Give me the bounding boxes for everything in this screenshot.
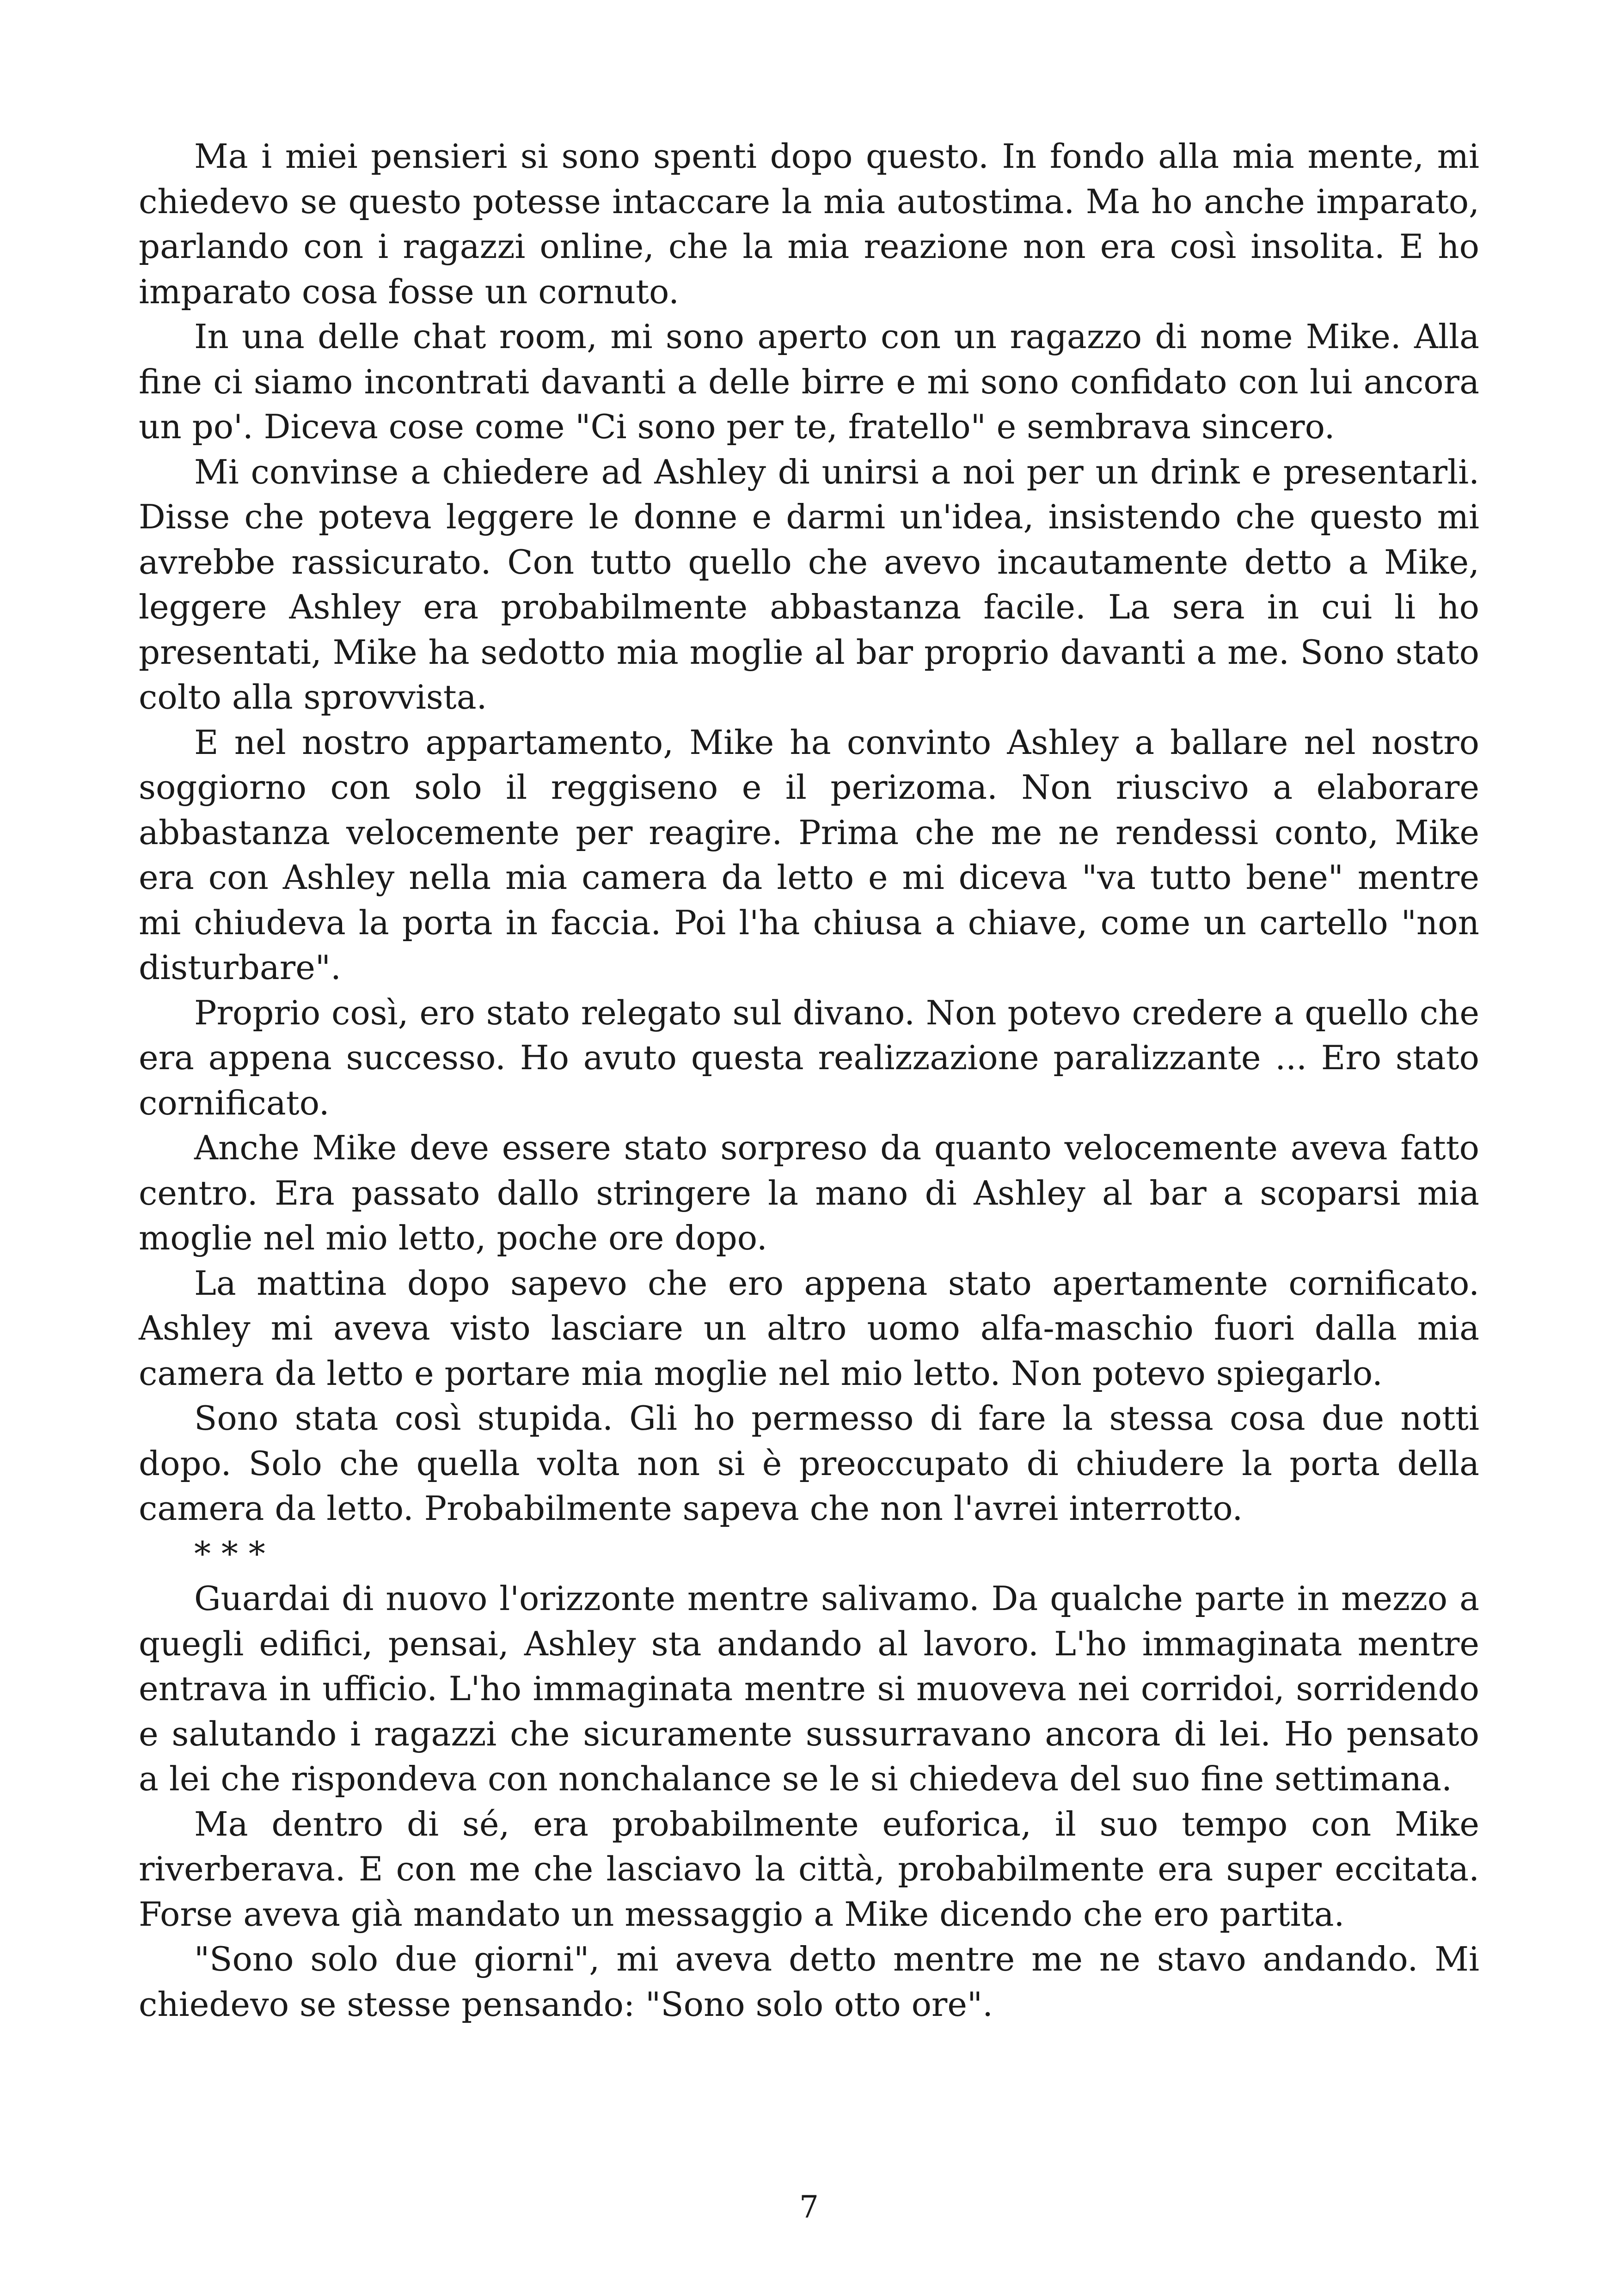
page-number: 7	[799, 2189, 819, 2225]
paragraph: Mi convinse a chiedere ad Ashley di unirsi a noi per un drink e presentarli. Disse che poteva leggere le donne e darmi un'idea, insistendo che questo mi avrebbe rassicurato. Con tutto quello che avevo incautamente detto a Mike, leggere Ashley era probabilmente abbastanza facile. La sera in cui li ho presentati, Mike ha sedotto mia moglie al bar proprio davanti a me. Sono stato colto alla sprovvista.	[139, 452, 1479, 716]
paragraph: Anche Mike deve essere stato sorpreso da quanto velocemente aveva fatto centro. Era passato dallo stringere la mano di Ashley al bar a scoparsi mia moglie nel mio letto, poche ore dopo.	[139, 1128, 1479, 1257]
paragraph: Ma dentro di sé, era probabilmente euforica, il suo tempo con Mike riverberava. E con me che lasciavo la città, probabilmente era super eccitata. Forse aveva già mandato un messaggio a Mike dicendo che ero partita.	[139, 1804, 1479, 1934]
paragraph: Proprio così, ero stato relegato sul divano. Non potevo credere a quello che era appena successo. Ho avuto questa realizzazione paralizzante ... Ero stato cornificato.	[139, 993, 1479, 1122]
paragraph: In una delle chat room, mi sono aperto con un ragazzo di nome Mike. Alla fine ci siamo incontrati davanti a delle birre e mi sono confidato con lui ancora un po'. Diceva cose come "Ci sono per te, fratello" e sembrava sincero.	[139, 317, 1479, 446]
section-break: * * *	[194, 1534, 265, 1573]
paragraph: "Sono solo due giorni", mi aveva detto mentre me ne stavo andando. Mi chiedevo se stesse pensando: "Sono solo otto ore".	[139, 1940, 1479, 2024]
paragraph: La mattina dopo sapevo che ero appena stato apertamente cornificato. Ashley mi aveva visto lasciare un altro uomo alfa-maschio fuori dalla mia camera da letto e portare mia moglie nel mio letto. Non potevo spiegarlo.	[139, 1263, 1479, 1393]
paragraph: Guardai di nuovo l'orizzonte mentre salivamo. Da qualche parte in mezzo a quegli edifici, pensai, Ashley sta andando al lavoro. L'ho immaginata mentre entrava in ufficio. L'ho immaginata mentre si muoveva nei corridoi, sorridendo e salutando i ragazzi che sicuramente sussurravano ancora di lei. Ho pensato a lei che rispondeva con nonchalance se le si chiedeva del suo fine settimana.	[139, 1579, 1479, 1798]
paragraph: Ma i miei pensieri si sono spenti dopo questo. In fondo alla mia mente, mi chiedevo se questo potesse intaccare la mia autostima. Ma ho anche imparato, parlando con i ragazzi online, che la mia reazione non era così insolita. E ho imparato cosa fosse un cornuto.	[139, 137, 1479, 311]
paragraph: E nel nostro appartamento, Mike ha convinto Ashley a ballare nel nostro soggiorno con solo il reggiseno e il perizoma. Non riuscivo a elaborare abbastanza velocemente per reagire. Prima che me ne rendessi conto, Mike era con Ashley nella mia camera da letto e mi diceva "va tutto bene" mentre mi chiudeva la porta in faccia. Poi l'ha chiusa a chiave, come un cartello "non disturbare".	[139, 722, 1479, 987]
body-text	[139, 134, 1479, 2027]
paragraph: Sono stata così stupida. Gli ho permesso di fare la stessa cosa due notti dopo. Solo che quella volta non si è preoccupato di chiudere la porta della camera da letto. Probabilmente sapeva che non l'avrei interrotto.	[139, 1399, 1479, 1528]
